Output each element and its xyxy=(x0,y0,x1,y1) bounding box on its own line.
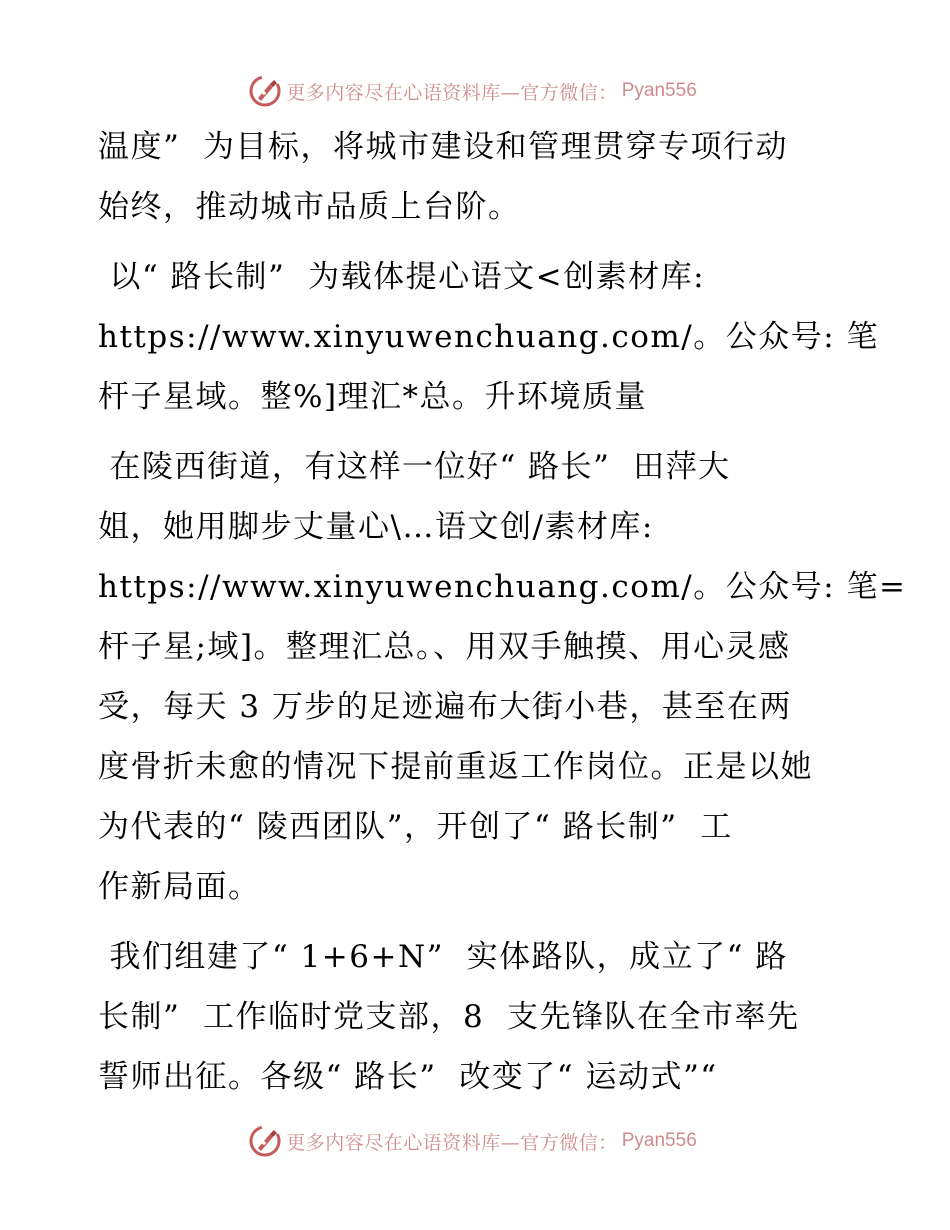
text-line: https://www.xinyuwenchuang.com/。公众号: 笔= xyxy=(98,569,907,605)
pen-nib-seal-icon xyxy=(248,1124,282,1158)
text-line: 作新局面。 xyxy=(98,869,261,905)
text-line: 温度” 为目标，将城市建设和管理贯穿专项行动 xyxy=(98,129,789,165)
paragraph xyxy=(98,117,858,237)
text-line: 度骨折未愈的情况下提前重返工作岗位。正是以她 xyxy=(98,749,813,785)
pen-nib-seal-icon xyxy=(248,74,282,108)
text-line: 受，每天 3 万步的足迹遍布大街小巷，甚至在两 xyxy=(98,689,792,725)
paragraph xyxy=(98,437,907,917)
text-line: 我们组建了“ 1+6+N” 实体路队，成立了“ 路 xyxy=(98,939,788,975)
header-watermark xyxy=(0,71,950,111)
text-line: 誓师出征。各级“ 路长” 改变了“ 运动式”“ xyxy=(98,1059,718,1095)
text-line: 杆子星;域]。整理汇总。、用双手触摸、用心灵感 xyxy=(98,629,791,665)
paragraph xyxy=(98,247,880,427)
text-line: 为代表的“ 陵西团队”，开创了“ 路长制” 工 xyxy=(98,809,733,845)
text-line: 始终，推动城市品质上台阶。 xyxy=(98,189,521,225)
text-line: 姐，她用脚步丈量心\…语文创/素材库: xyxy=(98,509,654,545)
text-line: 长制” 工作临时党支部，8 支先锋队在全市率先 xyxy=(98,999,800,1035)
document-body xyxy=(98,117,907,1107)
watermark-text: 更多内容尽在心语资料库—官方微信： xyxy=(286,1131,618,1154)
text-line: https://www.xinyuwenchuang.com/。公众号: 笔 xyxy=(98,319,880,355)
watermark-account: Pyan556 xyxy=(621,1130,697,1151)
watermark-account: Pyan556 xyxy=(621,80,697,101)
text-line: 以“ 路长制” 为载体提心语文<创素材库: xyxy=(98,259,706,295)
paragraph xyxy=(98,927,858,1107)
footer-watermark xyxy=(0,1121,950,1161)
text-line: 在陵西街道，有这样一位好“ 路长” 田萍大 xyxy=(98,449,731,485)
text-line: 杆子星域。整%]理汇*总。升环境质量 xyxy=(98,379,648,415)
watermark-text: 更多内容尽在心语资料库—官方微信： xyxy=(286,81,618,104)
